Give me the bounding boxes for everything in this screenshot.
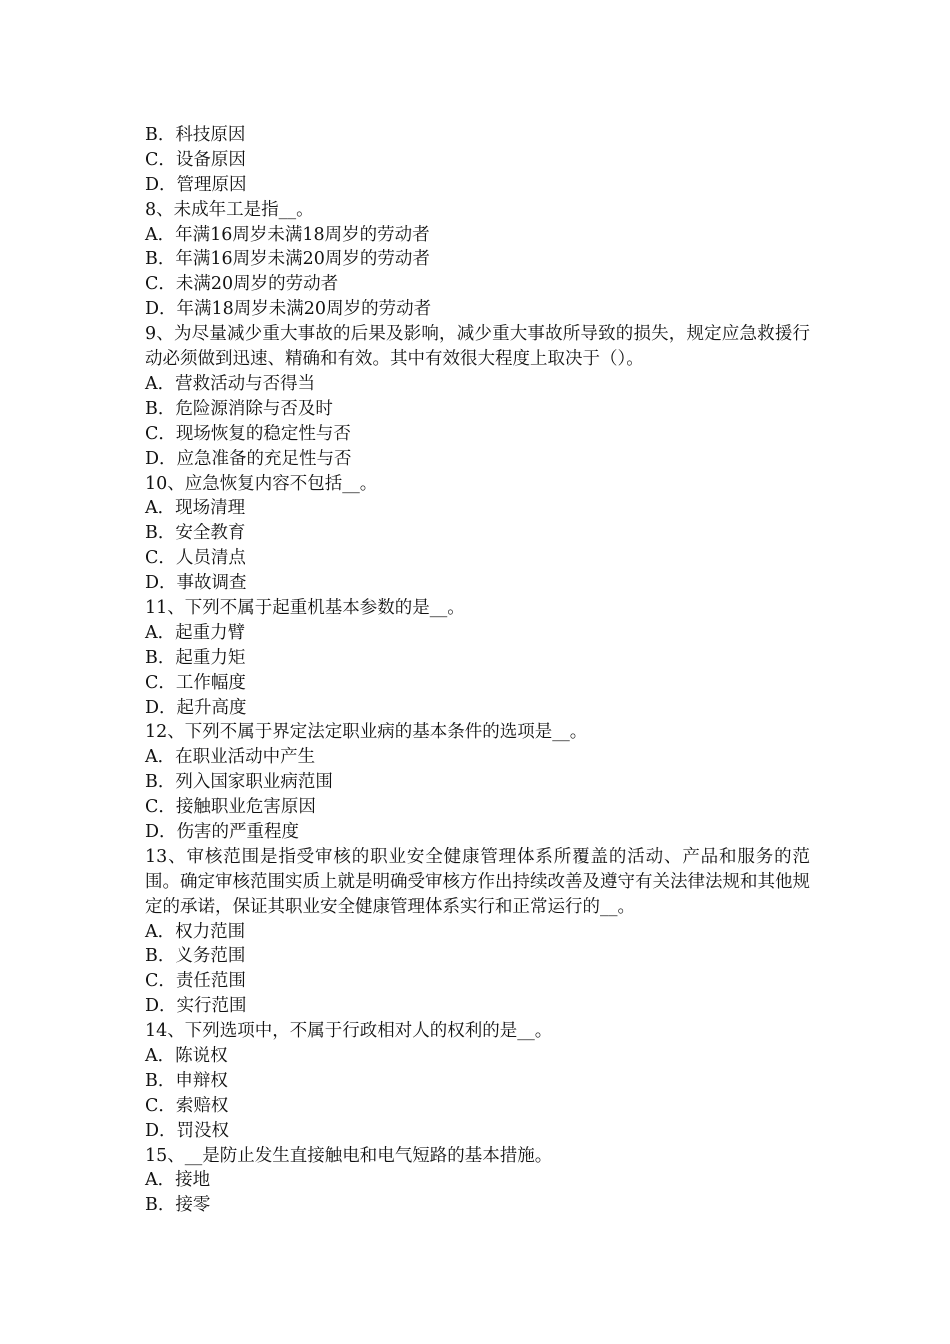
question-text: 11、下列不属于起重机基本参数的是__。: [145, 597, 465, 618]
option-c: C．设备原因: [145, 149, 246, 170]
option-c: C．现场恢复的稳定性与否: [145, 423, 351, 444]
option-d: D．实行范围: [145, 996, 247, 1017]
option-a: A．接地: [145, 1170, 211, 1191]
question-13: [145, 845, 810, 1019]
option-a: A．年满16周岁未满18周岁的劳动者: [145, 224, 430, 245]
option-b: B．危险源消除与否及时: [145, 398, 333, 419]
option-a: A．在职业活动中产生: [145, 747, 316, 768]
option-c: C．工作幅度: [145, 672, 246, 693]
question-text: 10、应急恢复内容不包括__。: [145, 473, 378, 494]
option-c: C．索赔权: [145, 1095, 229, 1116]
option-b: B．起重力矩: [145, 647, 246, 668]
question-9: [145, 322, 810, 471]
question-text: 9、为尽量减少重大事故的后果及影响，减少重大事故所导致的损失，规定应急救援行动必须做到迅速、精确和有效。其中有效很大程度上取决于（）。: [145, 324, 810, 370]
option-c: C．人员清点: [145, 548, 246, 569]
option-b: B．义务范围: [145, 946, 246, 967]
question-14: [145, 1019, 810, 1143]
option-c: C．接触职业危害原因: [145, 797, 316, 818]
question-11: [145, 596, 810, 720]
question-8: [145, 198, 810, 322]
option-d: D．应急准备的充足性与否: [145, 448, 352, 469]
question-text: 15、__是防止发生直接触电和电气短路的基本措施。: [145, 1145, 553, 1166]
option-a: A．权力范围: [145, 921, 246, 942]
option-d: D．年满18周岁未满20周岁的劳动者: [145, 299, 432, 320]
option-b: B．年满16周岁未满20周岁的劳动者: [145, 249, 430, 270]
option-b: B．安全教育: [145, 523, 246, 544]
option-a: A．陈说权: [145, 1046, 228, 1067]
option-a: A．现场清理: [145, 498, 246, 519]
question-text: 8、未成年工是指__。: [145, 199, 314, 220]
option-d: D．事故调查: [145, 573, 247, 594]
question-text: 13、审核范围是指受审核的职业安全健康管理体系所覆盖的活动、产品和服务的范围。确定审核范围实质上就是明确受审核方作出持续改善及遵守有关法律法规和其他规定的承诺，保证其职业安全健康管理体系实行和正常运行的__。: [145, 846, 810, 917]
option-d: D．起升高度: [145, 697, 247, 718]
option-d: D．管理原因: [145, 174, 247, 195]
option-a: A．营救活动与否得当: [145, 373, 316, 394]
option-c: C．责任范围: [145, 971, 246, 992]
previous-question-options: [145, 123, 810, 198]
document-content: [145, 123, 810, 1218]
question-text: 14、下列选项中，不属于行政相对人的权利的是__。: [145, 1021, 553, 1042]
question-12: [145, 720, 810, 844]
option-d: D．伤害的严重程度: [145, 821, 300, 842]
question-text: 12、下列不属于界定法定职业病的基本条件的选项是__。: [145, 722, 588, 743]
option-b: B．科技原因: [145, 125, 246, 145]
option-b: B．接零: [145, 1195, 211, 1216]
question-15: [145, 1144, 810, 1219]
option-c: C．未满20周岁的劳动者: [145, 274, 339, 295]
option-a: A．起重力臂: [145, 622, 246, 643]
option-b: B．申辩权: [145, 1070, 228, 1091]
option-b: B．列入国家职业病范围: [145, 772, 333, 793]
question-10: [145, 472, 810, 596]
option-d: D．罚没权: [145, 1120, 230, 1141]
